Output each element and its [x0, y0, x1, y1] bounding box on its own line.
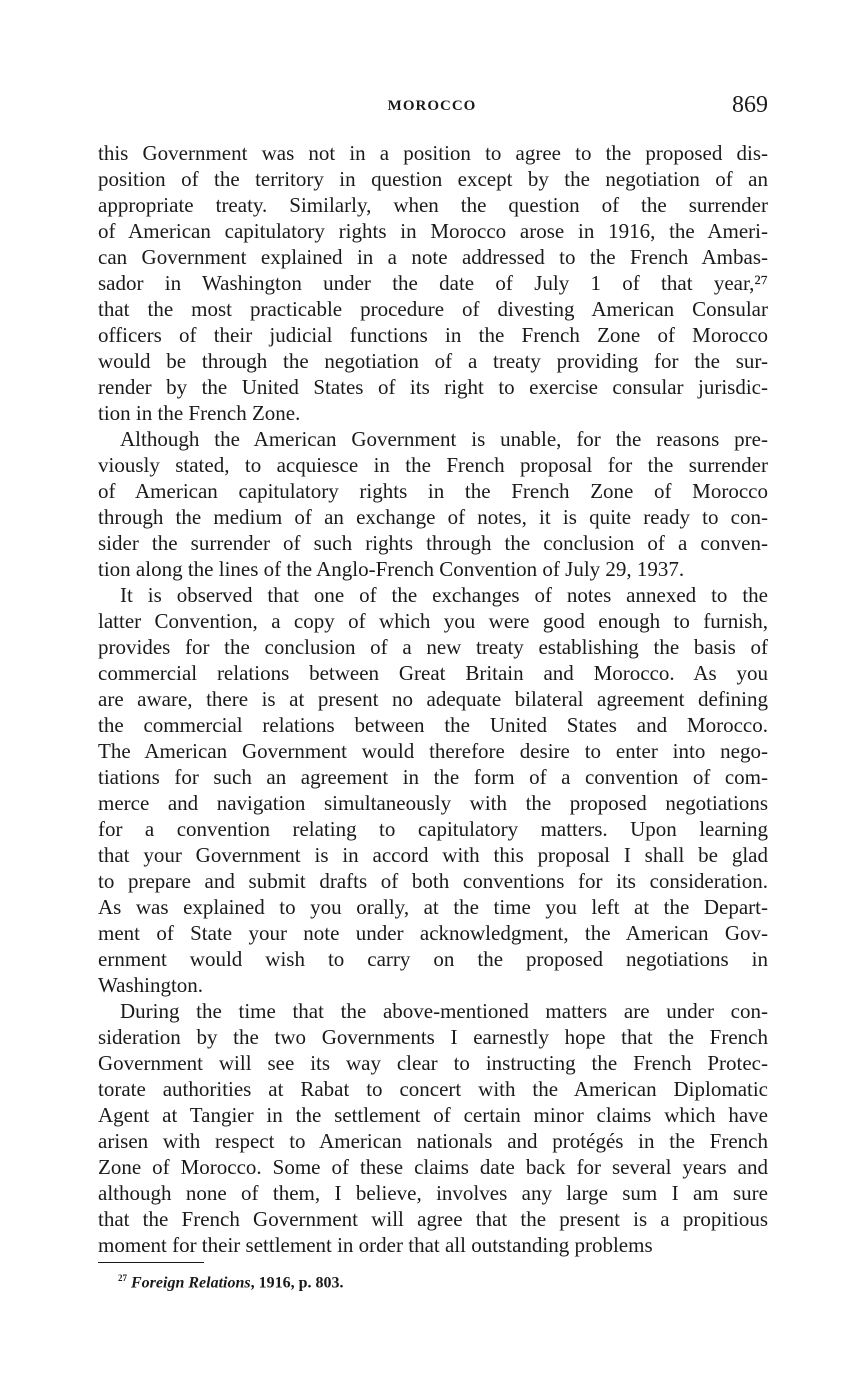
text-line: Government will see its way clear to instructing the French Protec- — [98, 1051, 768, 1075]
paragraph — [98, 426, 768, 582]
page-header — [96, 92, 768, 122]
paragraph — [98, 582, 768, 998]
text-line: through the medium of an exchange of notes, it is quite ready to con- — [98, 505, 768, 529]
text-line: As was explained to you orally, at the time you left at the Depart- — [98, 895, 768, 919]
text-line: of American capitulatory rights in the French Zone of Morocco — [98, 479, 768, 503]
running-head: MOROCCO — [387, 98, 477, 114]
text-line: sador in Washington under the date of July 1 of that year,²⁷ — [98, 271, 768, 295]
text-line: that your Government is in accord with this proposal I shall be glad — [98, 843, 768, 867]
page-number: 869 — [732, 92, 768, 118]
text-line: officers of their judicial functions in the French Zone of Morocco — [98, 323, 768, 347]
text-line: ernment would wish to carry on the proposed negotiations in — [98, 947, 768, 971]
footnote-divider — [98, 1262, 204, 1263]
text-line: although none of them, I believe, involves any large sum I am sure — [98, 1181, 768, 1205]
text-line: render by the United States of its right to exercise consular jurisdic- — [98, 375, 768, 399]
body-text — [98, 140, 768, 1258]
text-line: of American capitulatory rights in Morocco arose in 1916, the Ameri- — [98, 219, 768, 243]
text-line: commercial relations between Great Britain and Morocco. As you — [98, 661, 768, 685]
text-line: would be through the negotiation of a treaty providing for the sur- — [98, 349, 768, 373]
text-line: torate authorities at Rabat to concert with the American Diplomatic — [98, 1077, 768, 1101]
text-line: for a convention relating to capitulatory matters. Upon learning — [98, 817, 768, 841]
text-line: arisen with respect to American nationals and protégés in the French — [98, 1129, 768, 1153]
text-line: Zone of Morocco. Some of these claims date back for several years and — [98, 1155, 768, 1179]
text-line: provides for the conclusion of a new treaty establishing the basis of — [98, 635, 768, 659]
text-line: It is observed that one of the exchanges of notes annexed to the — [120, 583, 768, 607]
text-line: position of the territory in question except by the negotiation of an — [98, 167, 768, 191]
text-line: sider the surrender of such rights through the conclusion of a conven- — [98, 531, 768, 555]
paragraph — [98, 140, 768, 426]
footnote — [118, 1273, 758, 1292]
text-line: this Government was not in a position to agree to the proposed dis- — [98, 141, 768, 165]
text-line: merce and navigation simultaneously with the proposed negotiations — [98, 791, 768, 815]
text-line: Agent at Tangier in the settlement of certain minor claims which have — [98, 1103, 768, 1127]
footnote-mark: 27 — [118, 1273, 127, 1283]
text-line: that the most practicable procedure of divesting American Consular — [98, 297, 768, 321]
footnote-source-title: Foreign Relations — [131, 1274, 251, 1292]
text-line: viously stated, to acquiesce in the French proposal for the surrender — [98, 453, 768, 477]
text-line: The American Government would therefore desire to enter into nego- — [98, 739, 768, 763]
paragraph — [98, 998, 768, 1258]
text-line: appropriate treaty. Similarly, when the question of the surrender — [98, 193, 768, 217]
text-line: that the French Government will agree that the present is a propitious — [98, 1207, 768, 1231]
text-line: tiations for such an agreement in the form of a convention of com- — [98, 765, 768, 789]
text-line: tion in the French Zone. — [98, 401, 301, 425]
text-line: Although the American Government is unable, for the reasons pre- — [120, 427, 768, 451]
text-line: Washington. — [98, 973, 204, 997]
text-line: sideration by the two Governments I earnestly hope that the French — [98, 1025, 768, 1049]
text-line: During the time that the above-mentioned matters are under con- — [120, 999, 768, 1023]
footnote-citation: , 1916, p. 803. — [250, 1274, 344, 1292]
text-line: to prepare and submit drafts of both conventions for its consideration. — [98, 869, 768, 893]
text-line: the commercial relations between the United States and Morocco. — [98, 713, 768, 737]
text-line: are aware, there is at present no adequate bilateral agreement defining — [98, 687, 768, 711]
text-line: moment for their settlement in order that all outstanding problems — [98, 1233, 653, 1257]
text-line: ment of State your note under acknowledgment, the American Gov- — [98, 921, 768, 945]
text-line: can Government explained in a note addressed to the French Ambas- — [98, 245, 768, 269]
text-line: latter Convention, a copy of which you were good enough to furnish, — [98, 609, 768, 633]
text-line: tion along the lines of the Anglo-French Convention of July 29, 1937. — [98, 557, 685, 581]
